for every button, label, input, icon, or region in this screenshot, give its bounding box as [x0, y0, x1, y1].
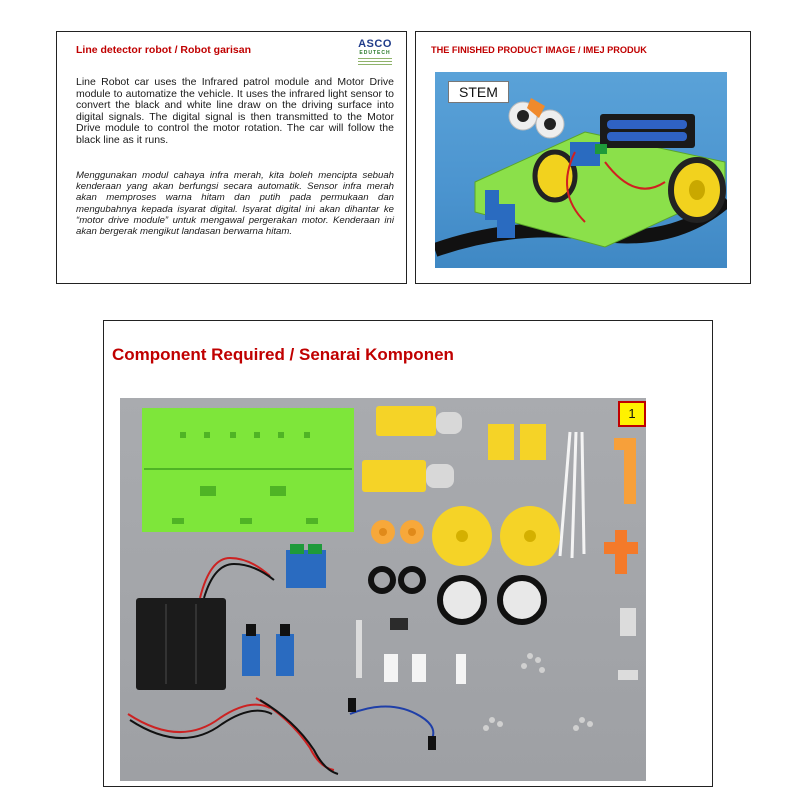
product-title: THE FINISHED PRODUCT IMAGE / IMEJ PRODUK [431, 45, 647, 55]
components-photo [120, 398, 646, 781]
stem-label: STEM [448, 81, 509, 103]
logo-wordmark: ASCO [358, 38, 392, 50]
product-panel [415, 31, 751, 284]
components-illustration [120, 398, 646, 781]
description-title: Line detector robot / Robot garisan [76, 44, 252, 56]
chassis-plate [142, 408, 354, 532]
item-number-badge: 1 [618, 401, 646, 427]
description-malay: Menggunakan modul cahaya infra merah, kita boleh mencipta sebuah kenderaan yang akan berfungsi secara automatik. Sensor infra merah akan memproses warna hitam dan putih pada permukaan dan mengubahnya kepada isyarat digital. Isyarat digital ini akan dihantar ke “motor drive module” untuk mengawal pergerakan motor. Kenderaan ini akan bergerak mengikut landasan berwarna hitam. [76, 170, 394, 238]
gear-motors [362, 406, 462, 492]
logo-contact-lines [358, 58, 392, 65]
description-panel [56, 31, 407, 284]
logo-subtext: EDUTECH [359, 50, 391, 56]
description-english: Line Robot car uses the Infrared patrol module and Motor Drive module to automatize the vehicle. It uses the infrared light sensor to convert the black and white line draw on the driving surface into digital signals. The digital signal is then transmitted to the Motor Drive module to control the motor rotation. The car will follow the black line as it runs. [76, 76, 394, 146]
components-title: Component Required / Senarai Komponen [112, 345, 454, 364]
asco-logo [354, 38, 396, 65]
components-panel [103, 320, 713, 787]
finished-product-photo [435, 72, 727, 268]
